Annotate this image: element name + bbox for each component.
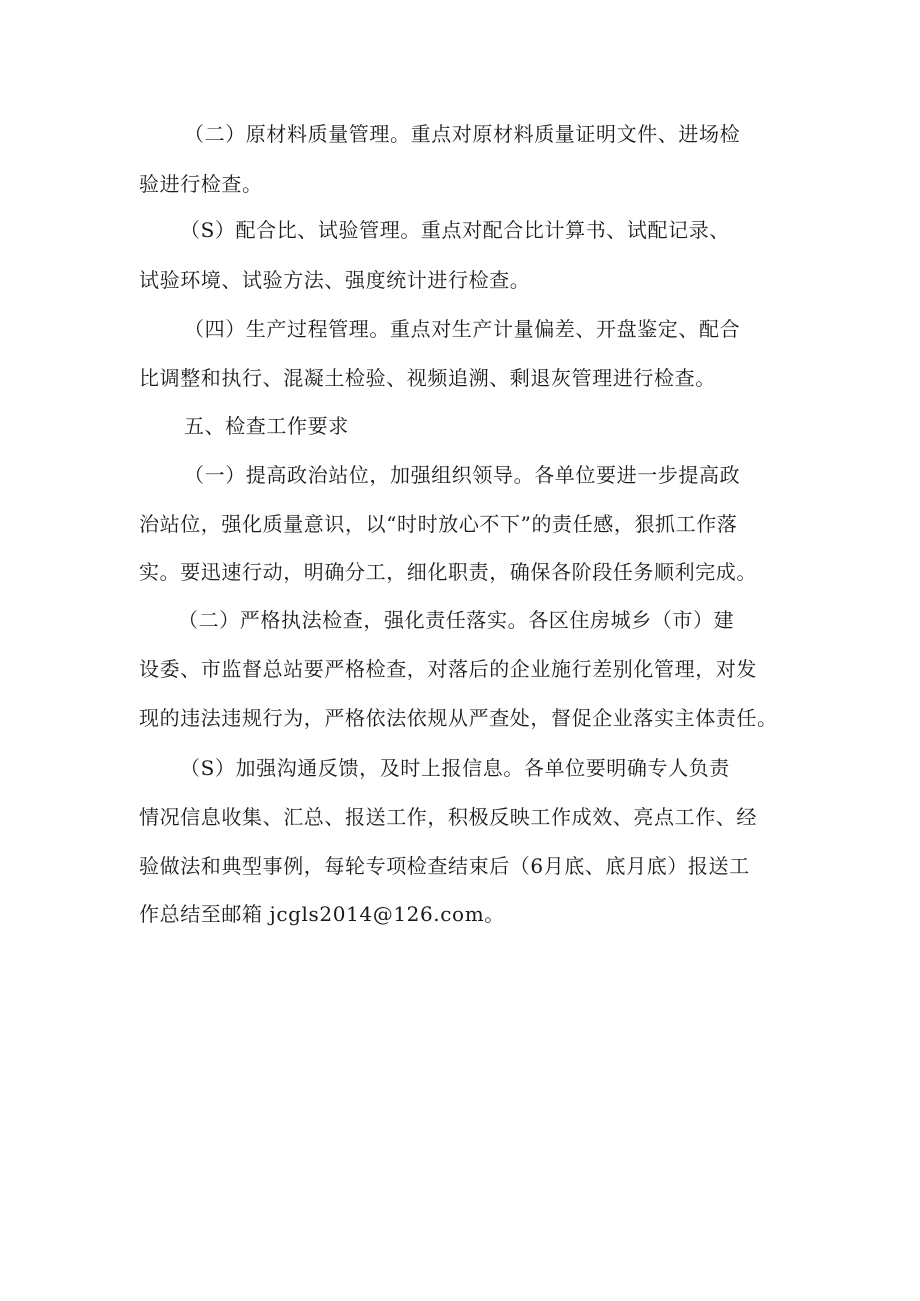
paragraph-communication-line-1: （S）加强沟通反馈，及时上报信息。各单位要明确专人负责 xyxy=(180,756,730,780)
paragraph-political-line-2: 治站位，强化质量意识，以“时时放心不下”的责任感，狠抓工作落 xyxy=(139,512,738,536)
paragraph-production-line-1: （四）生产过程管理。重点对生产计量偏差、开盘鉴定、配合 xyxy=(184,317,741,341)
paragraph-communication-line-2: 情况信息收集、汇总、报送工作，积极反映工作成效、亮点工作、经 xyxy=(139,805,757,829)
paragraph-production-line-2: 比调整和执行、混凝土检验、视频追溯、剩退灰管理进行检查。 xyxy=(139,366,716,390)
paragraph-enforcement-line-1: （二）严格执法检查，强化责任落实。各区住房城乡（市）建 xyxy=(178,608,735,632)
paragraph-raw-materials-line-1: （二）原材料质量管理。重点对原材料质量证明文件、进场检 xyxy=(184,122,741,146)
paragraph-enforcement-line-3: 现的违法违规行为，严格依法依规从严查处，督促企业落实主体责任。 xyxy=(139,706,778,730)
paragraph-mix-ratio-line-2: 试验环境、试验方法、强度统计进行检查。 xyxy=(139,268,531,292)
paragraph-enforcement-line-2: 设委、市监督总站要严格检查，对落后的企业施行差别化管理，对发 xyxy=(139,657,757,681)
paragraph-political-line-1: （一）提高政治站位，加强组织领导。各单位要进一步提高政 xyxy=(184,463,741,487)
paragraph-communication-line-3: 验做法和典型事例，每轮专项检查结束后（6月底、底月底）报送工 xyxy=(139,854,750,878)
paragraph-mix-ratio-line-1: （S）配合比、试验管理。重点对配合比计算书、试配记录、 xyxy=(180,218,730,242)
paragraph-raw-materials-line-2: 验进行检查。 xyxy=(139,172,263,196)
section-heading-requirements: 五、检查工作要求 xyxy=(184,414,349,438)
paragraph-political-line-3: 实。要迅速行动，明确分工，细化职责，确保各阶段任务顺利完成。 xyxy=(139,560,757,584)
paragraph-communication-line-4: 作总结至邮箱 jcgls2014@126.com。 xyxy=(139,902,505,926)
